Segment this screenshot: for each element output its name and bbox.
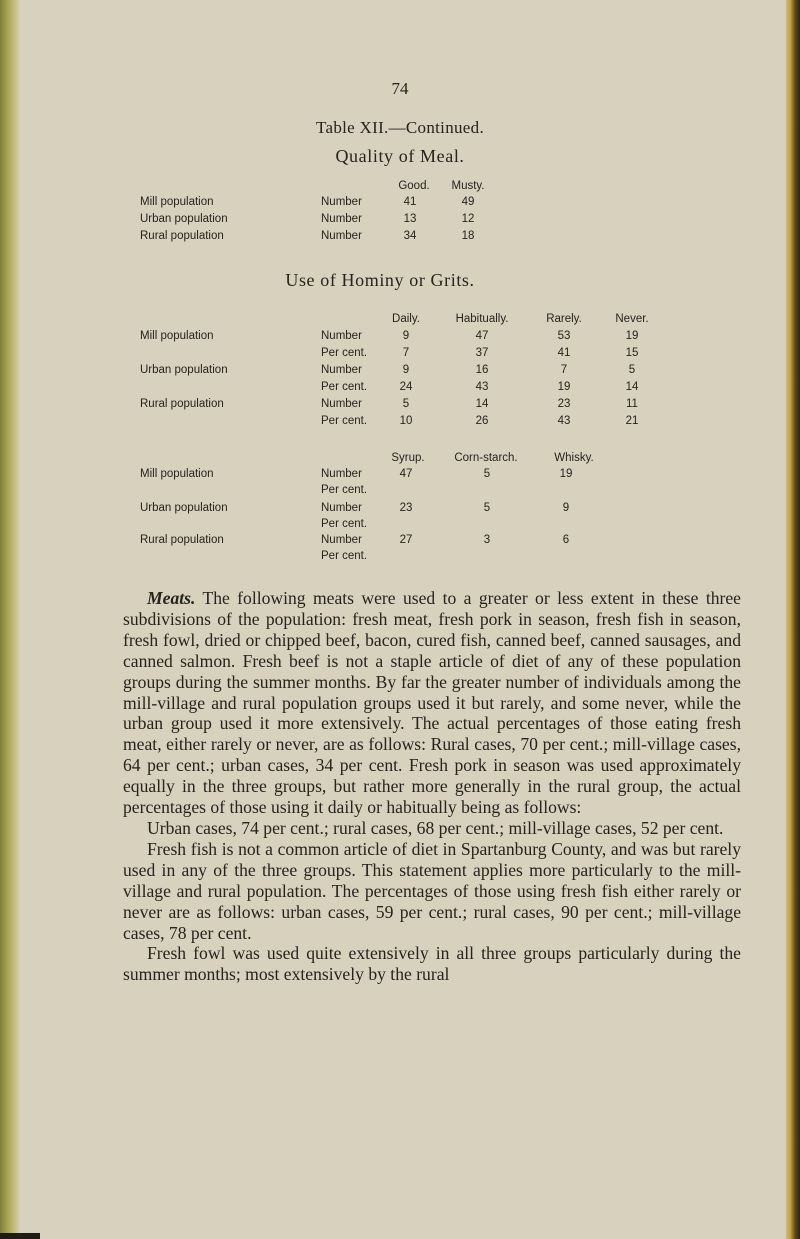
quality-row-measure: Number xyxy=(321,230,362,242)
hominy-row-label: Urban population xyxy=(140,364,228,376)
hominy-cell: 24 xyxy=(399,381,413,393)
syrup-col-whisky: Whisky. xyxy=(554,452,594,464)
quality-col-good: Good. xyxy=(398,180,430,192)
hominy-cell: 7 xyxy=(560,364,568,376)
syrup-cell: 23 xyxy=(399,502,413,514)
hominy-col-never: Never. xyxy=(615,313,649,325)
hominy-cell: 9 xyxy=(402,364,410,376)
quality-heading: Quality of Meal. xyxy=(335,146,465,166)
syrup-row-measure: Per cent. xyxy=(321,484,368,496)
syrup-row-label: Urban population xyxy=(140,502,228,514)
scan-left-edge xyxy=(0,0,20,1239)
hominy-cell: 26 xyxy=(475,415,489,427)
syrup-row-measure: Number xyxy=(321,468,362,480)
syrup-row-label: Rural population xyxy=(140,534,224,546)
syrup-row-measure: Number xyxy=(321,502,362,514)
quality-cell: 41 xyxy=(403,196,417,208)
syrup-col-syrup: Syrup. xyxy=(391,452,425,464)
quality-row-label: Urban population xyxy=(140,213,228,225)
hominy-cell: 41 xyxy=(557,347,571,359)
hominy-cell: 53 xyxy=(557,330,571,342)
hominy-cell: 7 xyxy=(402,347,410,359)
hominy-row-measure: Per cent. xyxy=(321,381,368,393)
hominy-row-label: Rural population xyxy=(140,398,224,410)
hominy-cell: 14 xyxy=(625,381,639,393)
hominy-row-measure: Per cent. xyxy=(321,347,368,359)
syrup-row-label: Mill population xyxy=(140,468,214,480)
hominy-cell: 19 xyxy=(557,381,571,393)
quality-row-label: Rural population xyxy=(140,230,224,242)
hominy-col-habitually: Habitually. xyxy=(455,313,509,325)
hominy-cell: 19 xyxy=(625,330,639,342)
syrup-cell: 19 xyxy=(559,468,573,480)
hominy-col-daily: Daily. xyxy=(392,313,420,325)
paragraph-pork-percentages: Urban cases, 74 per cent.; rural cases, 68 per cent.; mill-village cases, 52 per cent. xyxy=(147,817,724,838)
hominy-cell: 5 xyxy=(628,364,636,376)
quality-cell: 12 xyxy=(461,213,475,225)
quality-row-label: Mill population xyxy=(140,196,214,208)
hominy-cell: 47 xyxy=(475,330,489,342)
hominy-cell: 23 xyxy=(557,398,571,410)
syrup-cell: 27 xyxy=(399,534,413,546)
syrup-row-measure: Per cent. xyxy=(321,550,368,562)
syrup-cell: 47 xyxy=(399,468,413,480)
meats-label: Meats. xyxy=(147,588,196,608)
hominy-row-measure: Number xyxy=(321,330,362,342)
syrup-cell: 5 xyxy=(483,502,491,514)
paragraph-meats xyxy=(123,588,741,818)
quality-col-musty: Musty. xyxy=(451,180,485,192)
hominy-cell: 14 xyxy=(475,398,489,410)
syrup-row-measure: Number xyxy=(321,534,362,546)
syrup-cell: 3 xyxy=(483,534,491,546)
hominy-cell: 43 xyxy=(475,381,489,393)
quality-row-measure: Number xyxy=(321,196,362,208)
paragraph-meats-text: The following meats were used to a greater or less extent in these three subdivisions of the population: fresh meat, fresh pork in season, fresh fish in season, fresh fowl, dried or chipped beef, bacon, cured fish, canned beef, canned sausages, and canned salmon. Fresh beef is not a staple article of diet of any of these population groups during the summer months. By far the greater number of individuals among the mill-village and rural population groups used it but rarely, and some never, while the urban group used it more extensively. The actual percentages of those eating fresh meat, either rarely or never, are as follows: Rural cases, 70 per cent.; mill-village cases, 64 per cent.; urban cases, 34 per cent. Fresh pork in season was used approximately equally in the three groups, but rather more generally in the rural group, the actual percentages of those using it daily or habitually being as follows: xyxy=(123,588,741,818)
paragraph-fresh-fish: Fresh fish is not a common article of diet in Spartanburg County, and was but rarely used in any of the three groups. This statement applies more particularly to the mill-village and rural population. The percentages of those using fresh fish either rarely or never are as follows: urban cases, 59 per cent.; rural cases, 90 per cent.; mill-village cases, 78 per cent. xyxy=(123,838,741,943)
page-number: 74 xyxy=(391,79,409,98)
hominy-row-label: Mill population xyxy=(140,330,214,342)
hominy-heading: Use of Hominy or Grits. xyxy=(285,270,475,290)
quality-cell: 18 xyxy=(461,230,475,242)
scan-right-edge xyxy=(786,0,800,1239)
quality-cell: 49 xyxy=(461,196,475,208)
hominy-row-measure: Number xyxy=(321,398,362,410)
scan-corner-mark xyxy=(0,1233,40,1239)
hominy-col-rarely: Rarely. xyxy=(546,313,582,325)
syrup-col-cornstarch: Corn-starch. xyxy=(454,452,518,464)
hominy-cell: 10 xyxy=(399,415,413,427)
hominy-cell: 9 xyxy=(402,330,410,342)
syrup-cell: 6 xyxy=(562,534,570,546)
hominy-cell: 37 xyxy=(475,347,489,359)
quality-cell: 34 xyxy=(403,230,417,242)
quality-cell: 13 xyxy=(403,213,417,225)
syrup-cell: 9 xyxy=(562,502,570,514)
quality-row-measure: Number xyxy=(321,213,362,225)
body-text xyxy=(123,588,741,985)
hominy-cell: 5 xyxy=(402,398,410,410)
table-caption: Table XII.—Continued. xyxy=(316,118,484,137)
paragraph-fresh-fowl: Fresh fowl was used quite extensively in all three groups particularly during the summer months; most extensively by the rural xyxy=(123,943,741,985)
syrup-row-measure: Per cent. xyxy=(321,518,368,530)
hominy-row-measure: Per cent. xyxy=(321,415,368,427)
hominy-cell: 43 xyxy=(557,415,571,427)
hominy-row-measure: Number xyxy=(321,364,362,376)
hominy-cell: 11 xyxy=(626,398,638,410)
hominy-cell: 21 xyxy=(625,415,639,427)
hominy-cell: 16 xyxy=(475,364,489,376)
hominy-cell: 15 xyxy=(625,347,639,359)
syrup-cell: 5 xyxy=(483,468,491,480)
